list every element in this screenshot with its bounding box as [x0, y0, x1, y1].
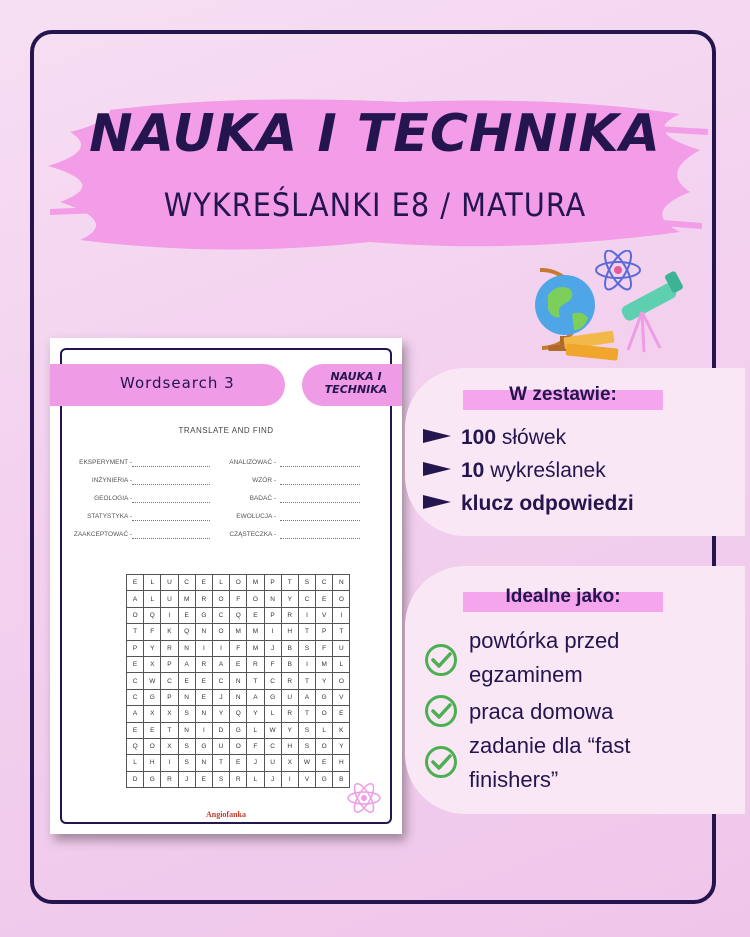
grid-cell: Y — [281, 722, 298, 738]
grid-cell: P — [264, 575, 281, 591]
grid-cell: R — [195, 591, 212, 607]
grid-cell: O — [333, 591, 350, 607]
grid-cell: X — [144, 656, 161, 672]
grid-cell: C — [127, 689, 144, 705]
grid-cell: Q — [230, 706, 247, 722]
grid-cell: F — [247, 738, 264, 754]
grid-cell: F — [230, 591, 247, 607]
vocab-word: EKSPERYMENT - — [79, 459, 132, 466]
grid-cell: N — [195, 755, 212, 771]
answer-line — [132, 502, 210, 503]
grid-cell: X — [281, 755, 298, 771]
arrow-icon — [423, 495, 451, 509]
grid-cell: O — [212, 591, 229, 607]
grid-row — [127, 738, 350, 754]
grid-cell: B — [333, 771, 350, 787]
grid-cell: E — [316, 591, 333, 607]
answer-line — [280, 502, 360, 503]
grid-cell: L — [144, 591, 161, 607]
grid-cell: C — [212, 673, 229, 689]
contents-item — [423, 459, 606, 483]
ideal-item — [469, 695, 613, 729]
check-icon — [424, 745, 458, 779]
grid-cell: E — [127, 575, 144, 591]
ideal-item-line: powtórka przed — [469, 628, 620, 653]
worksheet-preview — [50, 338, 402, 834]
worksheet-title: Wordsearch 3 — [120, 374, 235, 392]
science-illustration — [520, 250, 690, 370]
grid-row — [127, 706, 350, 722]
grid-cell: Y — [247, 706, 264, 722]
grid-cell: D — [212, 722, 229, 738]
grid-cell: E — [230, 656, 247, 672]
vocab-word: CZĄSTECZKA - — [229, 531, 276, 538]
grid-cell: R — [161, 771, 178, 787]
grid-cell: I — [195, 640, 212, 656]
grid-cell: H — [281, 624, 298, 640]
grid-cell: F — [230, 640, 247, 656]
page-title: NAUKA I TECHNIKA — [89, 104, 661, 164]
grid-row — [127, 689, 350, 705]
grid-cell: O — [212, 624, 229, 640]
grid-cell: W — [144, 673, 161, 689]
grid-cell: X — [161, 706, 178, 722]
grid-cell: P — [161, 689, 178, 705]
vocab-word: BADAĆ - — [249, 495, 276, 502]
answer-line — [132, 520, 210, 521]
grid-cell: N — [230, 689, 247, 705]
grid-cell: M — [247, 624, 264, 640]
ideal-item — [469, 624, 619, 692]
ideal-item-line: egzaminem — [469, 662, 583, 687]
contents-item-bold: 100 — [461, 426, 497, 449]
grid-cell: O — [127, 607, 144, 623]
grid-row — [127, 656, 350, 672]
grid-cell: R — [230, 771, 247, 787]
grid-cell: N — [178, 640, 195, 656]
grid-cell: U — [333, 640, 350, 656]
contents-item-bold: 10 — [461, 459, 485, 482]
grid-row — [127, 607, 350, 623]
grid-cell: X — [144, 706, 161, 722]
grid-cell: C — [264, 673, 281, 689]
grid-cell: Q — [178, 624, 195, 640]
grid-cell: I — [333, 607, 350, 623]
grid-cell: H — [144, 755, 161, 771]
grid-cell: R — [281, 706, 298, 722]
grid-cell: J — [247, 755, 264, 771]
grid-cell: O — [144, 738, 161, 754]
grid-cell: T — [247, 673, 264, 689]
grid-cell: L — [333, 656, 350, 672]
vocab-word: STATYSTYKA - — [87, 513, 132, 520]
contents-item-text: wykreślanek — [484, 459, 606, 482]
grid-cell: E — [333, 706, 350, 722]
grid-cell: O — [316, 706, 333, 722]
worksheet-instruction: TRANSLATE AND FIND — [178, 426, 274, 435]
grid-cell: Y — [144, 640, 161, 656]
grid-cell: L — [127, 755, 144, 771]
vocab-word: ZAAKCEPTOWAĆ - — [73, 531, 132, 538]
grid-cell: G — [144, 689, 161, 705]
grid-row — [127, 771, 350, 787]
grid-cell: Y — [281, 591, 298, 607]
grid-row — [127, 624, 350, 640]
grid-cell: L — [316, 722, 333, 738]
grid-cell: D — [127, 771, 144, 787]
contents-item — [423, 492, 634, 516]
contents-item-text: słówek — [496, 426, 567, 449]
vocab-word: GEOLOGIA - — [94, 495, 132, 502]
grid-cell: U — [212, 738, 229, 754]
ideal-item-line: praca domowa — [469, 699, 614, 724]
grid-row — [127, 640, 350, 656]
grid-cell: N — [178, 722, 195, 738]
grid-cell: O — [230, 575, 247, 591]
grid-cell: S — [298, 640, 315, 656]
badge-line1: NAUKA I — [330, 370, 382, 383]
grid-cell: E — [247, 607, 264, 623]
grid-cell: I — [161, 607, 178, 623]
grid-cell: W — [264, 722, 281, 738]
grid-cell: G — [195, 607, 212, 623]
contents-heading-bg — [463, 384, 663, 410]
grid-cell: U — [281, 689, 298, 705]
grid-cell: I — [161, 755, 178, 771]
grid-cell: T — [298, 673, 315, 689]
grid-cell: O — [333, 673, 350, 689]
ideal-item-line: zadanie dla “fast — [469, 733, 631, 758]
grid-cell: I — [195, 722, 212, 738]
grid-cell: E — [127, 722, 144, 738]
grid-cell: P — [127, 640, 144, 656]
grid-cell: P — [264, 607, 281, 623]
grid-cell: E — [195, 771, 212, 787]
grid-cell: K — [161, 624, 178, 640]
grid-cell: H — [333, 755, 350, 771]
grid-cell: E — [316, 755, 333, 771]
page-subtitle: WYKREŚLANKI E8 / MATURA — [163, 186, 587, 224]
telescope-icon — [620, 270, 684, 352]
grid-cell: A — [298, 689, 315, 705]
grid-cell: T — [298, 624, 315, 640]
grid-cell: L — [144, 575, 161, 591]
worksheet-title-pill — [50, 364, 285, 406]
grid-cell: Y — [212, 706, 229, 722]
grid-cell: T — [161, 722, 178, 738]
answer-line — [280, 538, 360, 539]
grid-cell: J — [212, 689, 229, 705]
grid-cell: H — [281, 738, 298, 754]
answer-line — [280, 484, 360, 485]
grid-cell: M — [230, 624, 247, 640]
letter-grid — [126, 574, 350, 788]
check-icon — [424, 643, 458, 677]
ideal-heading: Idealne jako: — [505, 586, 621, 607]
grid-cell: N — [178, 689, 195, 705]
contents-item — [423, 426, 566, 450]
arrow-icon — [423, 429, 451, 443]
grid-cell: S — [212, 771, 229, 787]
atom-icon — [596, 250, 640, 293]
grid-cell: T — [127, 624, 144, 640]
grid-row — [127, 755, 350, 771]
grid-cell: Y — [333, 738, 350, 754]
brand-logo: Angiofanka — [205, 810, 246, 819]
worksheet-badge — [302, 364, 402, 406]
grid-cell: F — [264, 656, 281, 672]
answer-line — [132, 466, 210, 467]
grid-cell: T — [333, 624, 350, 640]
grid-cell: F — [316, 640, 333, 656]
grid-cell: C — [316, 575, 333, 591]
grid-row — [127, 722, 350, 738]
grid-cell: E — [195, 575, 212, 591]
grid-cell: G — [316, 771, 333, 787]
grid-cell: G — [230, 722, 247, 738]
grid-cell: C — [264, 738, 281, 754]
grid-cell: O — [316, 738, 333, 754]
contents-item-bold: klucz odpowiedzi — [461, 492, 634, 515]
arrow-icon — [423, 462, 451, 476]
grid-cell: S — [178, 738, 195, 754]
grid-cell: M — [247, 575, 264, 591]
grid-cell: N — [230, 673, 247, 689]
grid-cell: S — [178, 755, 195, 771]
grid-cell: J — [264, 640, 281, 656]
grid-row — [127, 591, 350, 607]
grid-cell: A — [247, 689, 264, 705]
grid-cell: L — [247, 722, 264, 738]
grid-cell: I — [212, 640, 229, 656]
grid-cell: E — [178, 673, 195, 689]
grid-cell: V — [333, 689, 350, 705]
grid-cell: B — [281, 640, 298, 656]
vocab-word: ANALIZOWAĆ - — [229, 459, 276, 466]
contents-heading: W zestawie: — [509, 384, 617, 405]
grid-cell: C — [127, 673, 144, 689]
grid-row — [127, 575, 350, 591]
grid-cell: Y — [316, 673, 333, 689]
grid-cell: R — [161, 640, 178, 656]
answer-line — [132, 484, 210, 485]
grid-cell: C — [178, 575, 195, 591]
answer-line — [280, 520, 360, 521]
grid-cell: U — [161, 575, 178, 591]
grid-cell: N — [195, 624, 212, 640]
grid-cell: Q — [144, 607, 161, 623]
grid-cell: S — [298, 738, 315, 754]
grid-cell: L — [264, 706, 281, 722]
grid-cell: T — [281, 575, 298, 591]
grid-cell: N — [264, 591, 281, 607]
grid-cell: G — [316, 689, 333, 705]
grid-cell: J — [178, 771, 195, 787]
grid-cell: K — [333, 722, 350, 738]
grid-cell: I — [298, 607, 315, 623]
grid-cell: E — [144, 722, 161, 738]
grid-cell: S — [178, 706, 195, 722]
vocab-word: WZÓR - — [252, 477, 276, 484]
vocab-word: INŻYNIERIA - — [91, 477, 132, 484]
grid-cell: U — [264, 755, 281, 771]
badge-line2: TECHNIKA — [324, 383, 388, 396]
ideal-heading-bg — [463, 586, 663, 612]
grid-cell: E — [127, 656, 144, 672]
grid-cell: R — [281, 673, 298, 689]
grid-cell: A — [127, 591, 144, 607]
grid-cell: E — [195, 689, 212, 705]
grid-cell: M — [247, 640, 264, 656]
grid-cell: A — [212, 656, 229, 672]
grid-cell: S — [298, 575, 315, 591]
grid-cell: L — [212, 575, 229, 591]
grid-cell: J — [264, 771, 281, 787]
grid-cell: R — [195, 656, 212, 672]
grid-cell: E — [230, 755, 247, 771]
grid-cell: W — [298, 755, 315, 771]
grid-cell: A — [127, 706, 144, 722]
answer-line — [132, 538, 210, 539]
grid-cell: P — [161, 656, 178, 672]
grid-cell: N — [333, 575, 350, 591]
grid-cell: G — [195, 738, 212, 754]
grid-cell: Q — [230, 607, 247, 623]
grid-cell: E — [178, 607, 195, 623]
grid-cell: M — [316, 656, 333, 672]
grid-cell: C — [161, 673, 178, 689]
grid-cell: I — [264, 624, 281, 640]
grid-cell: C — [212, 607, 229, 623]
grid-cell: T — [298, 706, 315, 722]
ideal-item-line: finishers” — [469, 767, 559, 792]
answer-line — [280, 466, 360, 467]
grid-cell: I — [298, 656, 315, 672]
grid-cell: V — [298, 771, 315, 787]
grid-cell: F — [144, 624, 161, 640]
grid-cell: S — [298, 722, 315, 738]
grid-cell: C — [298, 591, 315, 607]
grid-cell: B — [281, 656, 298, 672]
grid-cell: X — [161, 738, 178, 754]
grid-cell: L — [247, 771, 264, 787]
grid-cell: Q — [127, 738, 144, 754]
grid-cell: V — [316, 607, 333, 623]
ideal-item — [469, 729, 630, 797]
grid-cell: R — [281, 607, 298, 623]
check-icon — [424, 694, 458, 728]
grid-cell: G — [264, 689, 281, 705]
grid-cell: U — [161, 591, 178, 607]
grid-cell: E — [195, 673, 212, 689]
vocab-word: EWOLUCJA - — [236, 513, 276, 520]
grid-cell: N — [195, 706, 212, 722]
grid-cell: R — [247, 656, 264, 672]
grid-cell: M — [178, 591, 195, 607]
grid-cell: I — [281, 771, 298, 787]
grid-cell: O — [247, 591, 264, 607]
grid-row — [127, 673, 350, 689]
grid-cell: P — [316, 624, 333, 640]
grid-cell: T — [212, 755, 229, 771]
grid-cell: G — [144, 771, 161, 787]
grid-cell: A — [178, 656, 195, 672]
grid-cell: O — [230, 738, 247, 754]
